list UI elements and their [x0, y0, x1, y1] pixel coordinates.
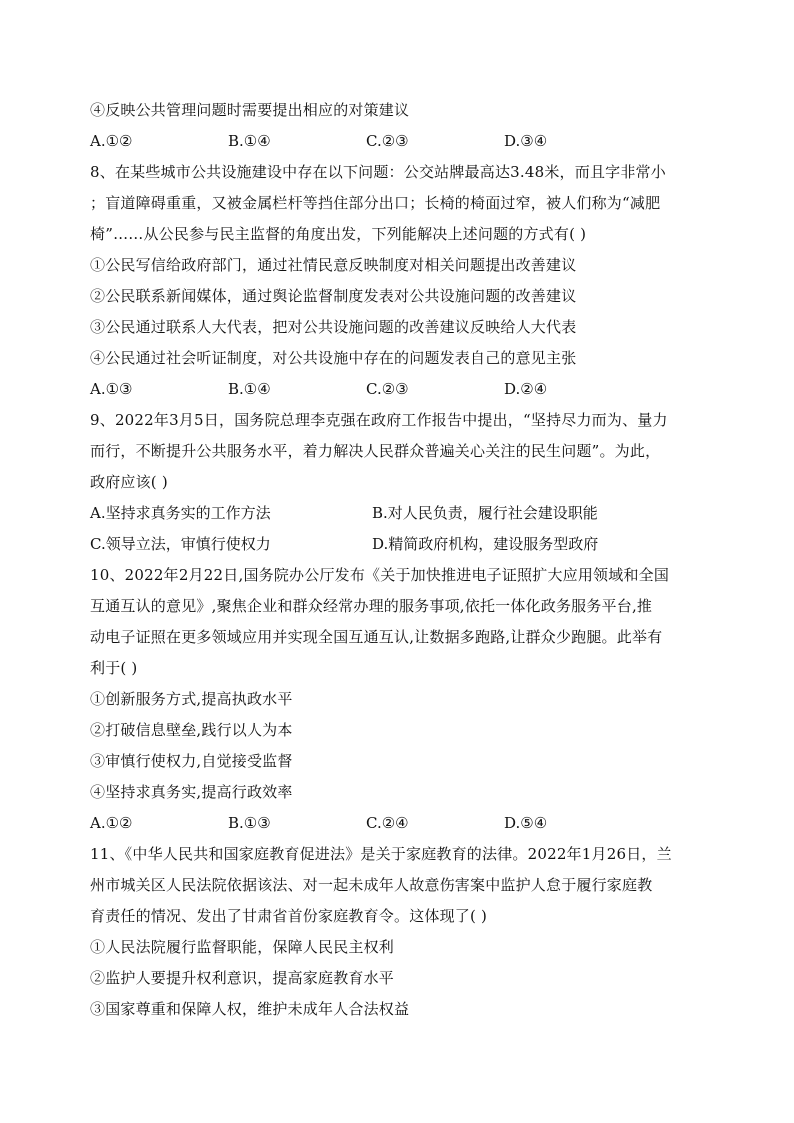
q8-item-3: ③公民通过联系人大代表，把对公共设施问题的改善建议反映给人大代表 [90, 318, 577, 336]
q10-option-b: B.①③ [228, 814, 271, 832]
q7-option-a: A.①② [90, 132, 133, 150]
q11-item-3: ③国家尊重和保障人权，维护未成年人合法权益 [90, 1000, 410, 1018]
q10-item-2: ②打破信息壁垒,践行以人为本 [90, 721, 293, 739]
q9-stem-line-3: 政府应该( ) [90, 473, 168, 491]
q11-stem-line-1: 11、《中华人民共和国家庭教育促进法》是关于家庭教育的法律。2022年1月26日，兰 [90, 845, 672, 863]
q9-stem-line-2: 而行，不断提升公共服务水平，着力解决人民群众普遍关心关注的民生问题”。为此， [90, 442, 661, 460]
q10-option-c: C.②④ [366, 814, 409, 832]
q7-option-b: B.①④ [228, 132, 271, 150]
q7-option-c: C.②③ [366, 132, 409, 150]
exam-page [90, 95, 710, 1025]
q7-option-d: D.③④ [504, 132, 548, 150]
q10-item-4: ④坚持求真务实,提高行政效率 [90, 783, 293, 801]
q10-item-3: ③审慎行使权力,自觉接受监督 [90, 752, 293, 770]
q9-stem-line-1: 9、2022年3月5日，国务院总理李克强在政府工作报告中提出，“坚持尽力而为、量力 [90, 411, 668, 429]
q8-item-4: ④公民通过社会听证制度，对公共设施中存在的问题发表自己的意见主张 [90, 349, 577, 367]
q8-option-c: C.②③ [366, 380, 409, 398]
q8-option-a: A.①③ [90, 380, 133, 398]
q8-stem-line-2: ；盲道障碍重重，又被金属栏杆等挡住部分出口；长椅的椅面过窄，被人们称为“减肥 [90, 194, 661, 212]
q9-option-a: A.坚持求真务实的工作方法 [90, 504, 271, 522]
q8-item-1: ①公民写信给政府部门，通过社情民意反映制度对相关问题提出改善建议 [90, 256, 577, 274]
q9-options-row-2 [90, 529, 710, 560]
q8-options [90, 374, 710, 405]
q10-stem-line-4: 利于( ) [90, 659, 138, 677]
q9-options-row-1 [90, 498, 710, 529]
q10-option-d: D.⑤④ [504, 814, 548, 832]
q9-option-d: D.精简政府机构，建设服务型政府 [372, 535, 599, 553]
q10-item-1: ①创新服务方式,提高执政水平 [90, 690, 293, 708]
q10-option-a: A.①② [90, 814, 133, 832]
q7-options [90, 126, 710, 157]
q10-stem-line-2: 互通互认的意见》,聚焦企业和群众经常办理的服务事项,依托一体化政务服务平台,推 [90, 597, 653, 615]
q8-option-d: D.②④ [504, 380, 548, 398]
q9-option-c: C.领导立法，审慎行使权力 [90, 535, 271, 553]
q9-option-b: B.对人民负责，履行社会建设职能 [372, 504, 598, 522]
q8-option-b: B.①④ [228, 380, 271, 398]
q11-item-2: ②监护人要提升权利意识，提高家庭教育水平 [90, 969, 395, 987]
q7-item-4: ④反映公共管理问题时需要提出相应的对策建议 [90, 101, 410, 119]
q10-stem-line-3: 动电子证照在更多领域应用并实现全国互通互认,让数据多跑路,让群众少跑腿。此举有 [90, 628, 663, 646]
q8-stem-line-3: 椅”……从公民参与民主监督的角度出发，下列能解决上述问题的方式有( ) [90, 225, 587, 243]
q10-options [90, 808, 710, 839]
q10-stem-line-1: 10、2022年2月22日,国务院办公厅发布《关于加快推进电子证照扩大应用领域和全国 [90, 566, 670, 584]
q8-stem-line-1: 8、在某些城市公共设施建设中存在以下问题：公交站牌最高达3.48米，而且字非常小 [90, 163, 666, 181]
q11-item-1: ①人民法院履行监督职能，保障人民民主权利 [90, 938, 395, 956]
q8-item-2: ②公民联系新闻媒体，通过舆论监督制度发表对公共设施问题的改善建议 [90, 287, 577, 305]
q11-stem-line-3: 育责任的情况、发出了甘肃省首份家庭教育令。这体现了( ) [90, 907, 488, 925]
q11-stem-line-2: 州市城关区人民法院依据该法、对一起未成年人故意伤害案中监护人怠于履行家庭教 [90, 876, 653, 894]
